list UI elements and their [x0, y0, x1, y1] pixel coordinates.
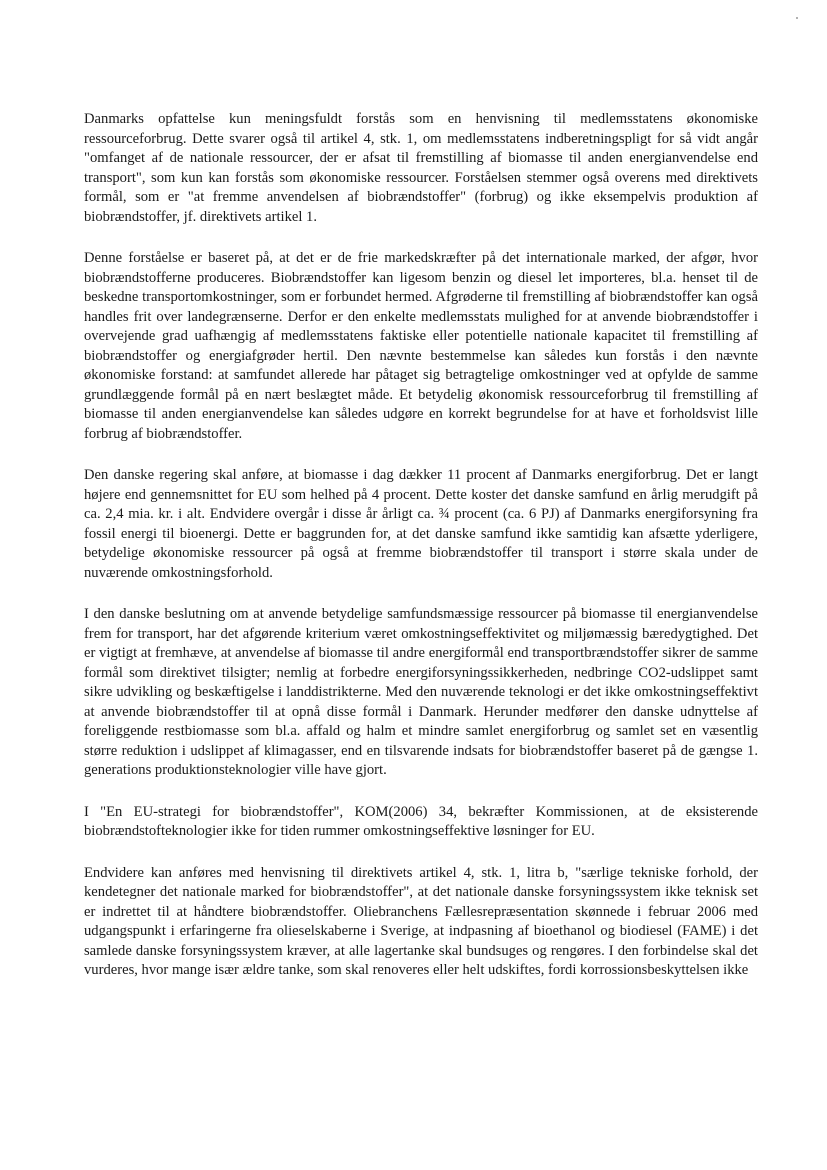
- scan-speck: [796, 17, 798, 19]
- paragraph-3: Den danske regering skal anføre, at biomasse i dag dækker 11 procent af Danmarks energiforbrug. Det er langt højere end gennemsnittet for EU som helhed på 4 procent. Dette koster det danske samfund en årlig merudgift på ca. 2,4 mia. kr. i alt. Endvidere overgår i disse år årligt ca. ¾ procent (ca. 6 PJ) af Danmarks energiforsyning fra fossil energi til bioenergi. Dette er baggrunden for, at det danske samfund ikke samtidig kan afsætte yderligere, betydelige økonomiske ressourcer på også at fremme biobrændstoffer til transport i større skala under de nuværende omkostningsforhold.: [84, 467, 758, 581]
- document-body: [84, 110, 758, 1003]
- paragraph-2: Denne forståelse er baseret på, at det er de frie markedskræfter på det internationale marked, der afgør, hvor biobrændstofferne produceres. Biobrændstoffer kan ligesom benzin og diesel let importeres, bl.a. henset til de beskedne transportomkostninger, som er forbundet hermed. Afgrøderne til fremstilling af biobrændstoffer kan også handles frit over landegrænserne. Derfor er den enkelte medlemsstats mulighed for at anvende biobrændstoffer i overvejende grad uafhængig af medlemsstatens faktiske eller potentielle nationale kapacitet til fremstilling af biobrændstoffer og energiafgrøder hertil. Den nævnte bestemmelse kan således kun forstås i den nævnte økonomiske forstand: at samfundet allerede har påtaget sig betragtelige omkostninger ved at opfylde de samme grundlæggende formål på en nært beslægtet måde. Et betydelig økonomisk ressourceforbrug til fremstilling af biomasse til anden energianvendelse kan således udgøre en korrekt begrundelse for at have et forholdsvist lille forbrug af biobrændstoffer.: [84, 250, 758, 442]
- paragraph-6: Endvidere kan anføres med henvisning til direktivets artikel 4, stk. 1, litra b, "særlige tekniske forhold, der kendetegner det nationale marked for biobrændstoffer", at det nationale danske forsyningssystem ikke teknisk set er indrettet til at håndtere biobrændstoffer. Oliebranchens Fællesrepræsentation skønnede i februar 2006 med udgangspunkt i erfaringerne fra olieselskaberne i Sverige, at indpasning af bioethanol og biodiesel (FAME) i det samlede danske forsyningssystem kræver, at alle lagertanke skal bundsuges og rengøres. I den forbindelse skal det vurderes, hvor mange især ældre tanke, som skal renoveres eller helt udskiftes, fordi korrossionsbeskyttelsen ikke: [84, 864, 758, 978]
- paragraph-4: I den danske beslutning om at anvende betydelige samfundsmæssige ressourcer på biomasse til energianvendelse frem for transport, har det afgørende kriterium været omkostningseffektivitet og miljømæssig bæredygtighed. Det er vigtigt at fremhæve, at anvendelse af biomasse til andre energiformål end transportbrændstoffer sikrer de samme formål som direktivet tilsigter; nemlig at forbedre energiforsyningssikkerheden, nedbringe CO2-udslippet samt sikre udvikling og beskæftigelse i landdistrikterne. Med den nuværende teknologi er det ikke omkostningseffektivt at anvende biobrændstoffer til at opnå disse formål i Danmark. Herunder medfører den danske udnyttelse af foreliggende restbiomasse som bl.a. affald og halm et mindre samlet energiforbrug og samlet set en væsentlig større reduktion i udslippet af klimagasser, end en tilsvarende indsats for biobrændstoffer baseret på de gængse 1. generations produktionsteknologier ville have gjort.: [84, 606, 758, 778]
- paragraph-1: Danmarks opfattelse kun meningsfuldt forstås som en henvisning til medlemsstatens økonomiske ressourceforbrug. Dette svarer også til artikel 4, stk. 1, om medlemsstatens indberetningspligt for så vidt angår "omfanget af de nationale ressourcer, der er afsat til fremstilling af biomasse til anden energianvendelse end transport", som kun kan forstås som økonomiske ressourcer. Forståelsen stemmer også overens med direktivets formål, som er "at fremme anvendelsen af biobrændstoffer" (forbrug) og ikke eksempelvis produktion af biobrændstoffer, jf. direktivets artikel 1.: [84, 111, 758, 225]
- paragraph-5: I "En EU-strategi for biobrændstoffer", KOM(2006) 34, bekræfter Kommissionen, at de eksisterende biobrændstofteknologier ikke for tiden rummer omkostningseffektive løsninger for EU.: [84, 803, 758, 839]
